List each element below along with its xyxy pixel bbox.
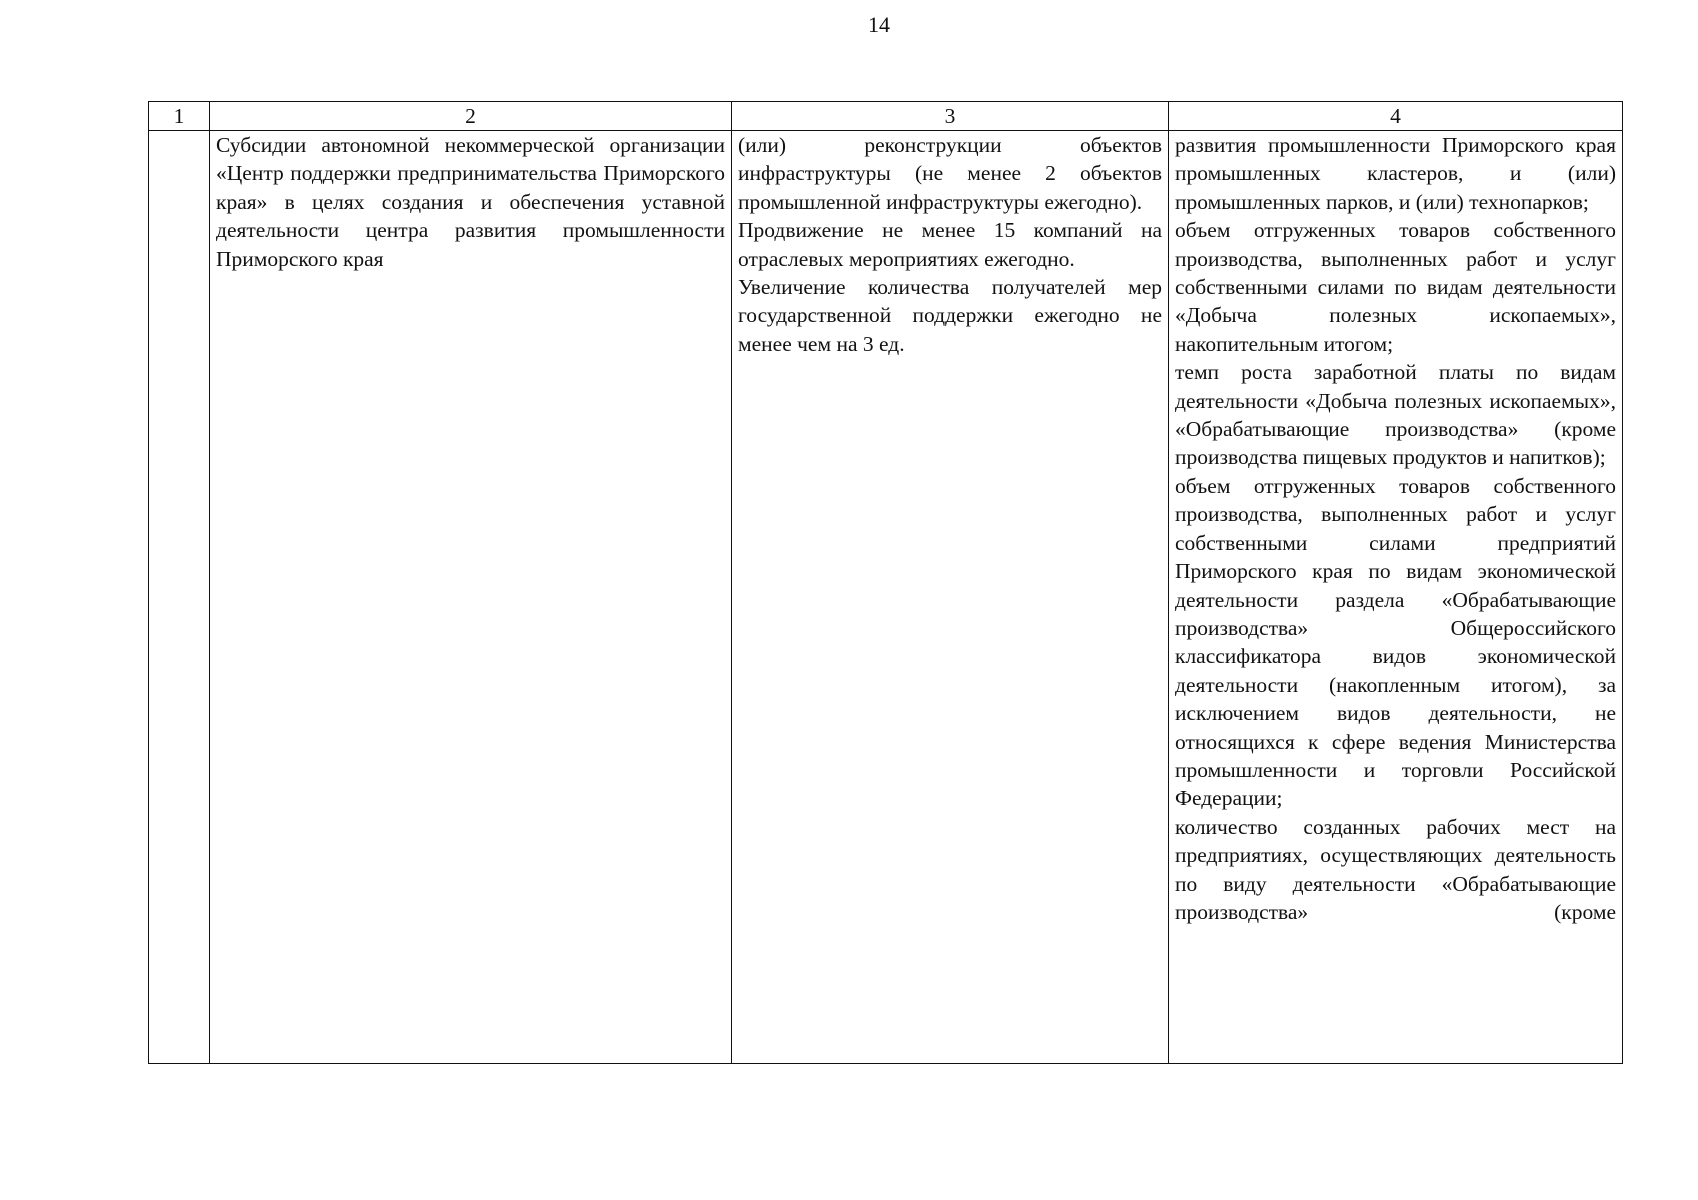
measure-text: Субсидии автономной некоммерческой организации «Центр поддержки предпринимательства Приморского края» в целях создания и обеспечения уставной деятельности центра развития промышленности Приморского края (216, 133, 725, 271)
result-paragraph: Увеличение количества получателей мер государственной поддержки ежегодно не менее чем на 3 ед. (738, 275, 1162, 356)
header-col-2: 2 (210, 102, 732, 131)
cell-measure (210, 131, 732, 1064)
table-row (149, 131, 1623, 1064)
result-paragraph: (или) реконструкции объектов инфраструктуры (не менее 2 объектов промышленной инфраструктуры ежегодно). (738, 133, 1162, 214)
indicator-paragraph: темп роста заработной платы по видам деятельности «Добыча полезных ископаемых», «Обрабатывающие производства» (кроме производства пищевых продуктов и напитков); (1175, 360, 1616, 470)
cell-indicators (1169, 131, 1623, 1064)
page-number: 14 (868, 12, 890, 37)
indicator-paragraph: количество созданных рабочих мест на предприятиях, осуществляющих деятельность по виду деятельности «Обрабатывающие производства» (кроме (1175, 814, 1616, 924)
header-col-1: 1 (149, 102, 210, 131)
measures-table (148, 101, 1623, 1064)
indicator-paragraph: объем отгруженных товаров собственного производства, выполненных работ и услуг собственными силами предприятий Приморского края по видам экономической деятельности раздела «Обрабатывающие производства» Общероссийского классификатора видов экономической деятельности (накопленным итогом), за исключением видов деятельности, не относящихся к сфере ведения Министерства промышленности и торговли Российской Федерации; (1175, 473, 1616, 811)
cell-result (732, 131, 1169, 1064)
cell-number (149, 131, 210, 1064)
header-col-3: 3 (732, 102, 1169, 131)
header-col-4: 4 (1169, 102, 1623, 131)
indicator-paragraph: развития промышленности Приморского края промышленных кластеров, и (или) промышленных парков, и (или) технопарков; (1175, 133, 1616, 214)
result-paragraph: Продвижение не менее 15 компаний на отраслевых мероприятиях ежегодно. (738, 218, 1162, 271)
indicator-paragraph: объем отгруженных товаров собственного производства, выполненных работ и услуг собственными силами по видам деятельности «Добыча полезных ископаемых», накопительным итогом; (1175, 218, 1616, 356)
header-row (149, 102, 1623, 131)
